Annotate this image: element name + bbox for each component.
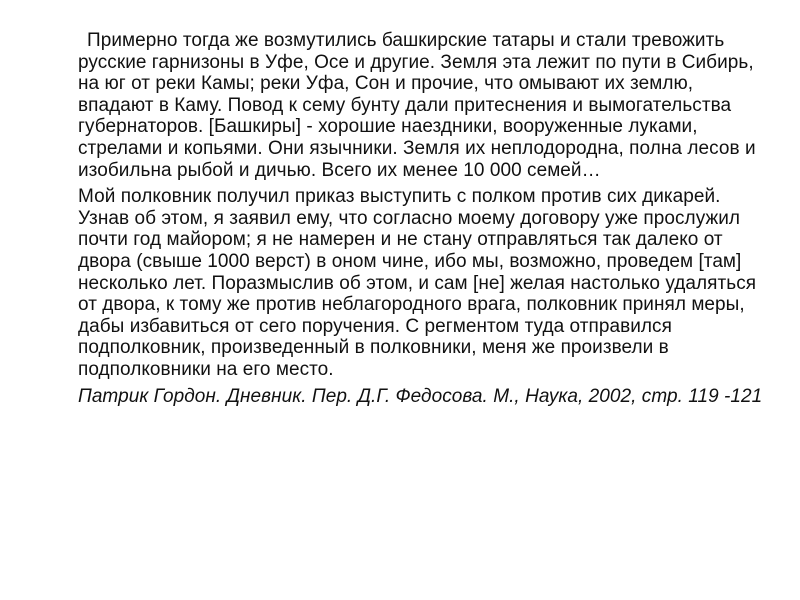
- paragraph-colonel-orders: Мой полковник получил приказ выступить с полком против сих дикарей. Узнав об этом, я заявил ему, что согласно моему договору уже прослужил почти год майором; я не намерен и не стану отправляться так далеко от двора (свыше 1000 верст) в оном чине, ибо мы, возможно, проведем [там] несколько лет. Поразмыслив об этом, и сам [не] желая настолько удаляться от двора, к тому же против неблагородного врага, полковник принял меры, дабы избавиться от сего поручения. С регментом туда отправился подполковник, произведенный в полковники, меня же произвели в подполковники на его место.: [78, 186, 757, 380]
- paragraph-bashkir-revolt: Примерно тогда же возмутились башкирские татары и стали тревожить русские гарнизоны в Уфе, Осе и другие. Земля эта лежит по пути в Сибирь, на юг от реки Камы; реки Уфа, Сон и прочие, что омывают их землю, впадают в Каму. Повод к сему бунту дали притеснения и вымогательства губернаторов. [Башкиры] - хорошие наездники, вооруженные луками, стрелами и копьями. Они язычники. Земля их неплодородна, полна лесов и изобильна рыбой и дичью. Всего их менее 10 000 семей…: [78, 30, 756, 181]
- source-citation: Патрик Гордон. Дневник. Пер. Д.Г. Федосова. М., Наука, 2002, стр. 119 -121: [78, 385, 763, 407]
- text-block: [78, 30, 768, 407]
